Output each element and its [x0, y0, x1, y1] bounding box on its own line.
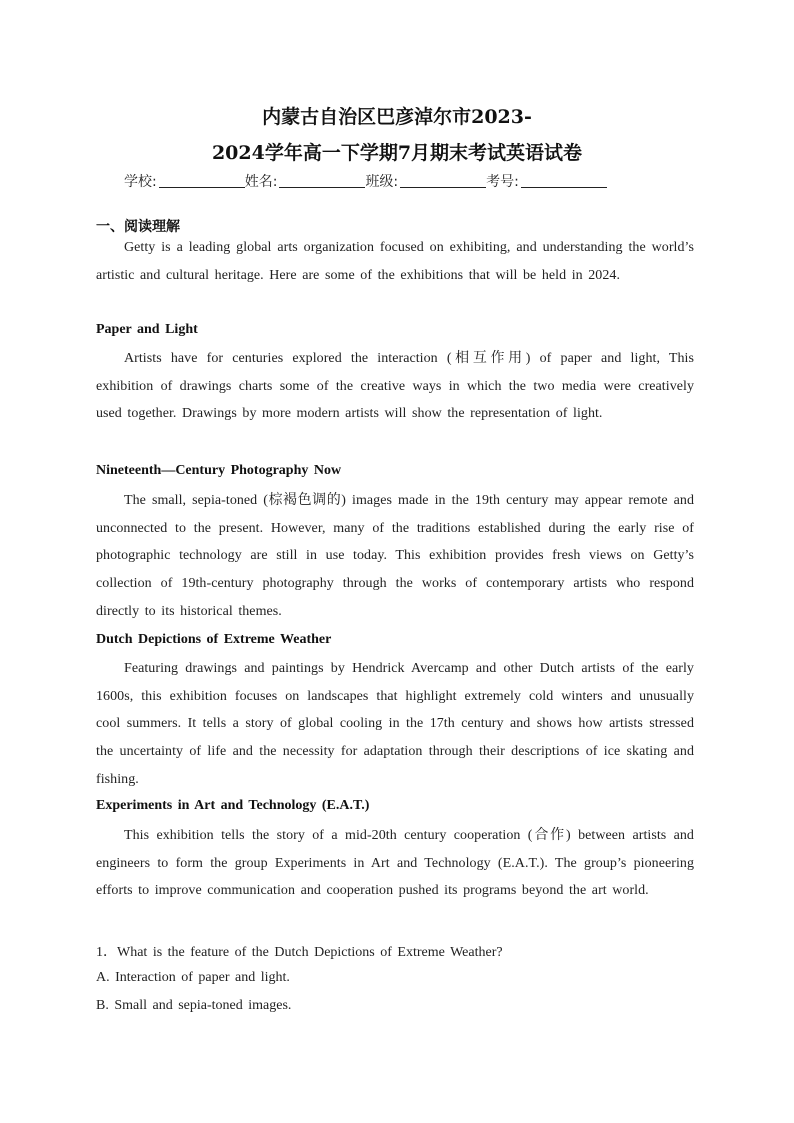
- exam-title-line-2: 2024学年高一下学期7月期末考试英语试卷: [211, 142, 583, 164]
- exhibition-text-dutch-weather: Featuring drawings and paintings by Hendrick Avercamp and other Dutch artists of the early 1600s, this exhibition focuses on landscapes that highlight extremely cold winters and unusually cool summers. It tells a story of global cooling in the 17th century and shows how artists stressed the uncertainty of life and the necessity for adaptation through their descriptions of ice skating and fishing.: [96, 661, 694, 787]
- exhibition-heading-paper-light: Paper and Light: [96, 322, 198, 337]
- name-blank[interactable]: [279, 173, 365, 188]
- question-1-option-b[interactable]: B. Small and sepia-toned images.: [96, 998, 292, 1013]
- class-blank[interactable]: [400, 173, 486, 188]
- student-info-row: [124, 171, 684, 191]
- school-blank[interactable]: [159, 173, 245, 188]
- name-label: 姓名:: [244, 174, 278, 190]
- exam-title-line-1: 内蒙古自治区巴彦淖尔市2023-: [262, 106, 532, 128]
- exhibition-heading-photography: Nineteenth—Century Photography Now: [96, 463, 342, 478]
- exhibition-text-eat: This exhibition tells the story of a mid-20th century cooperation (合作) between artists and engineers to form the group Experiments in Art and Technology (E.A.T.). The group’s pioneering efforts to improve communication and cooperation pushed its programs beyond the art world.: [96, 828, 694, 899]
- section-heading-reading: 一、阅读理解: [96, 219, 180, 235]
- exhibition-heading-eat: Experiments in Art and Technology (E.A.T.): [96, 798, 370, 813]
- question-1-option-a[interactable]: A. Interaction of paper and light.: [96, 970, 290, 985]
- exhibition-text-paper-light: Artists have for centuries explored the interaction (相互作用) of paper and light, This exhibition of drawings charts some of the creative ways in which the two media were creatively used together. Drawings by more modern artists will show the representation of light.: [96, 351, 694, 422]
- exam-number-label: 考号:: [486, 174, 519, 190]
- passage-intro: Getty is a leading global arts organization focused on exhibiting, and understanding the world’s artistic and cultural heritage. Here are some of the exhibitions that will be held in 2024.: [96, 240, 694, 283]
- exam-number-blank[interactable]: [521, 173, 607, 188]
- exhibition-text-photography: The small, sepia-toned (棕褐色调的) images made in the 19th century may appear remote and unconnected to the present. However, many of the traditions established during the early rise of photographic technology are still in use today. This exhibition provides fresh views on Getty’s collection of 19th-century photography through the works of contemporary artists who respond directly to its historical themes.: [96, 493, 694, 619]
- exhibition-heading-dutch-weather: Dutch Depictions of Extreme Weather: [96, 632, 332, 647]
- question-1-stem: 1．What is the feature of the Dutch Depictions of Extreme Weather?: [96, 945, 503, 960]
- school-label: 学校:: [124, 174, 157, 190]
- class-label: 班级:: [365, 174, 399, 190]
